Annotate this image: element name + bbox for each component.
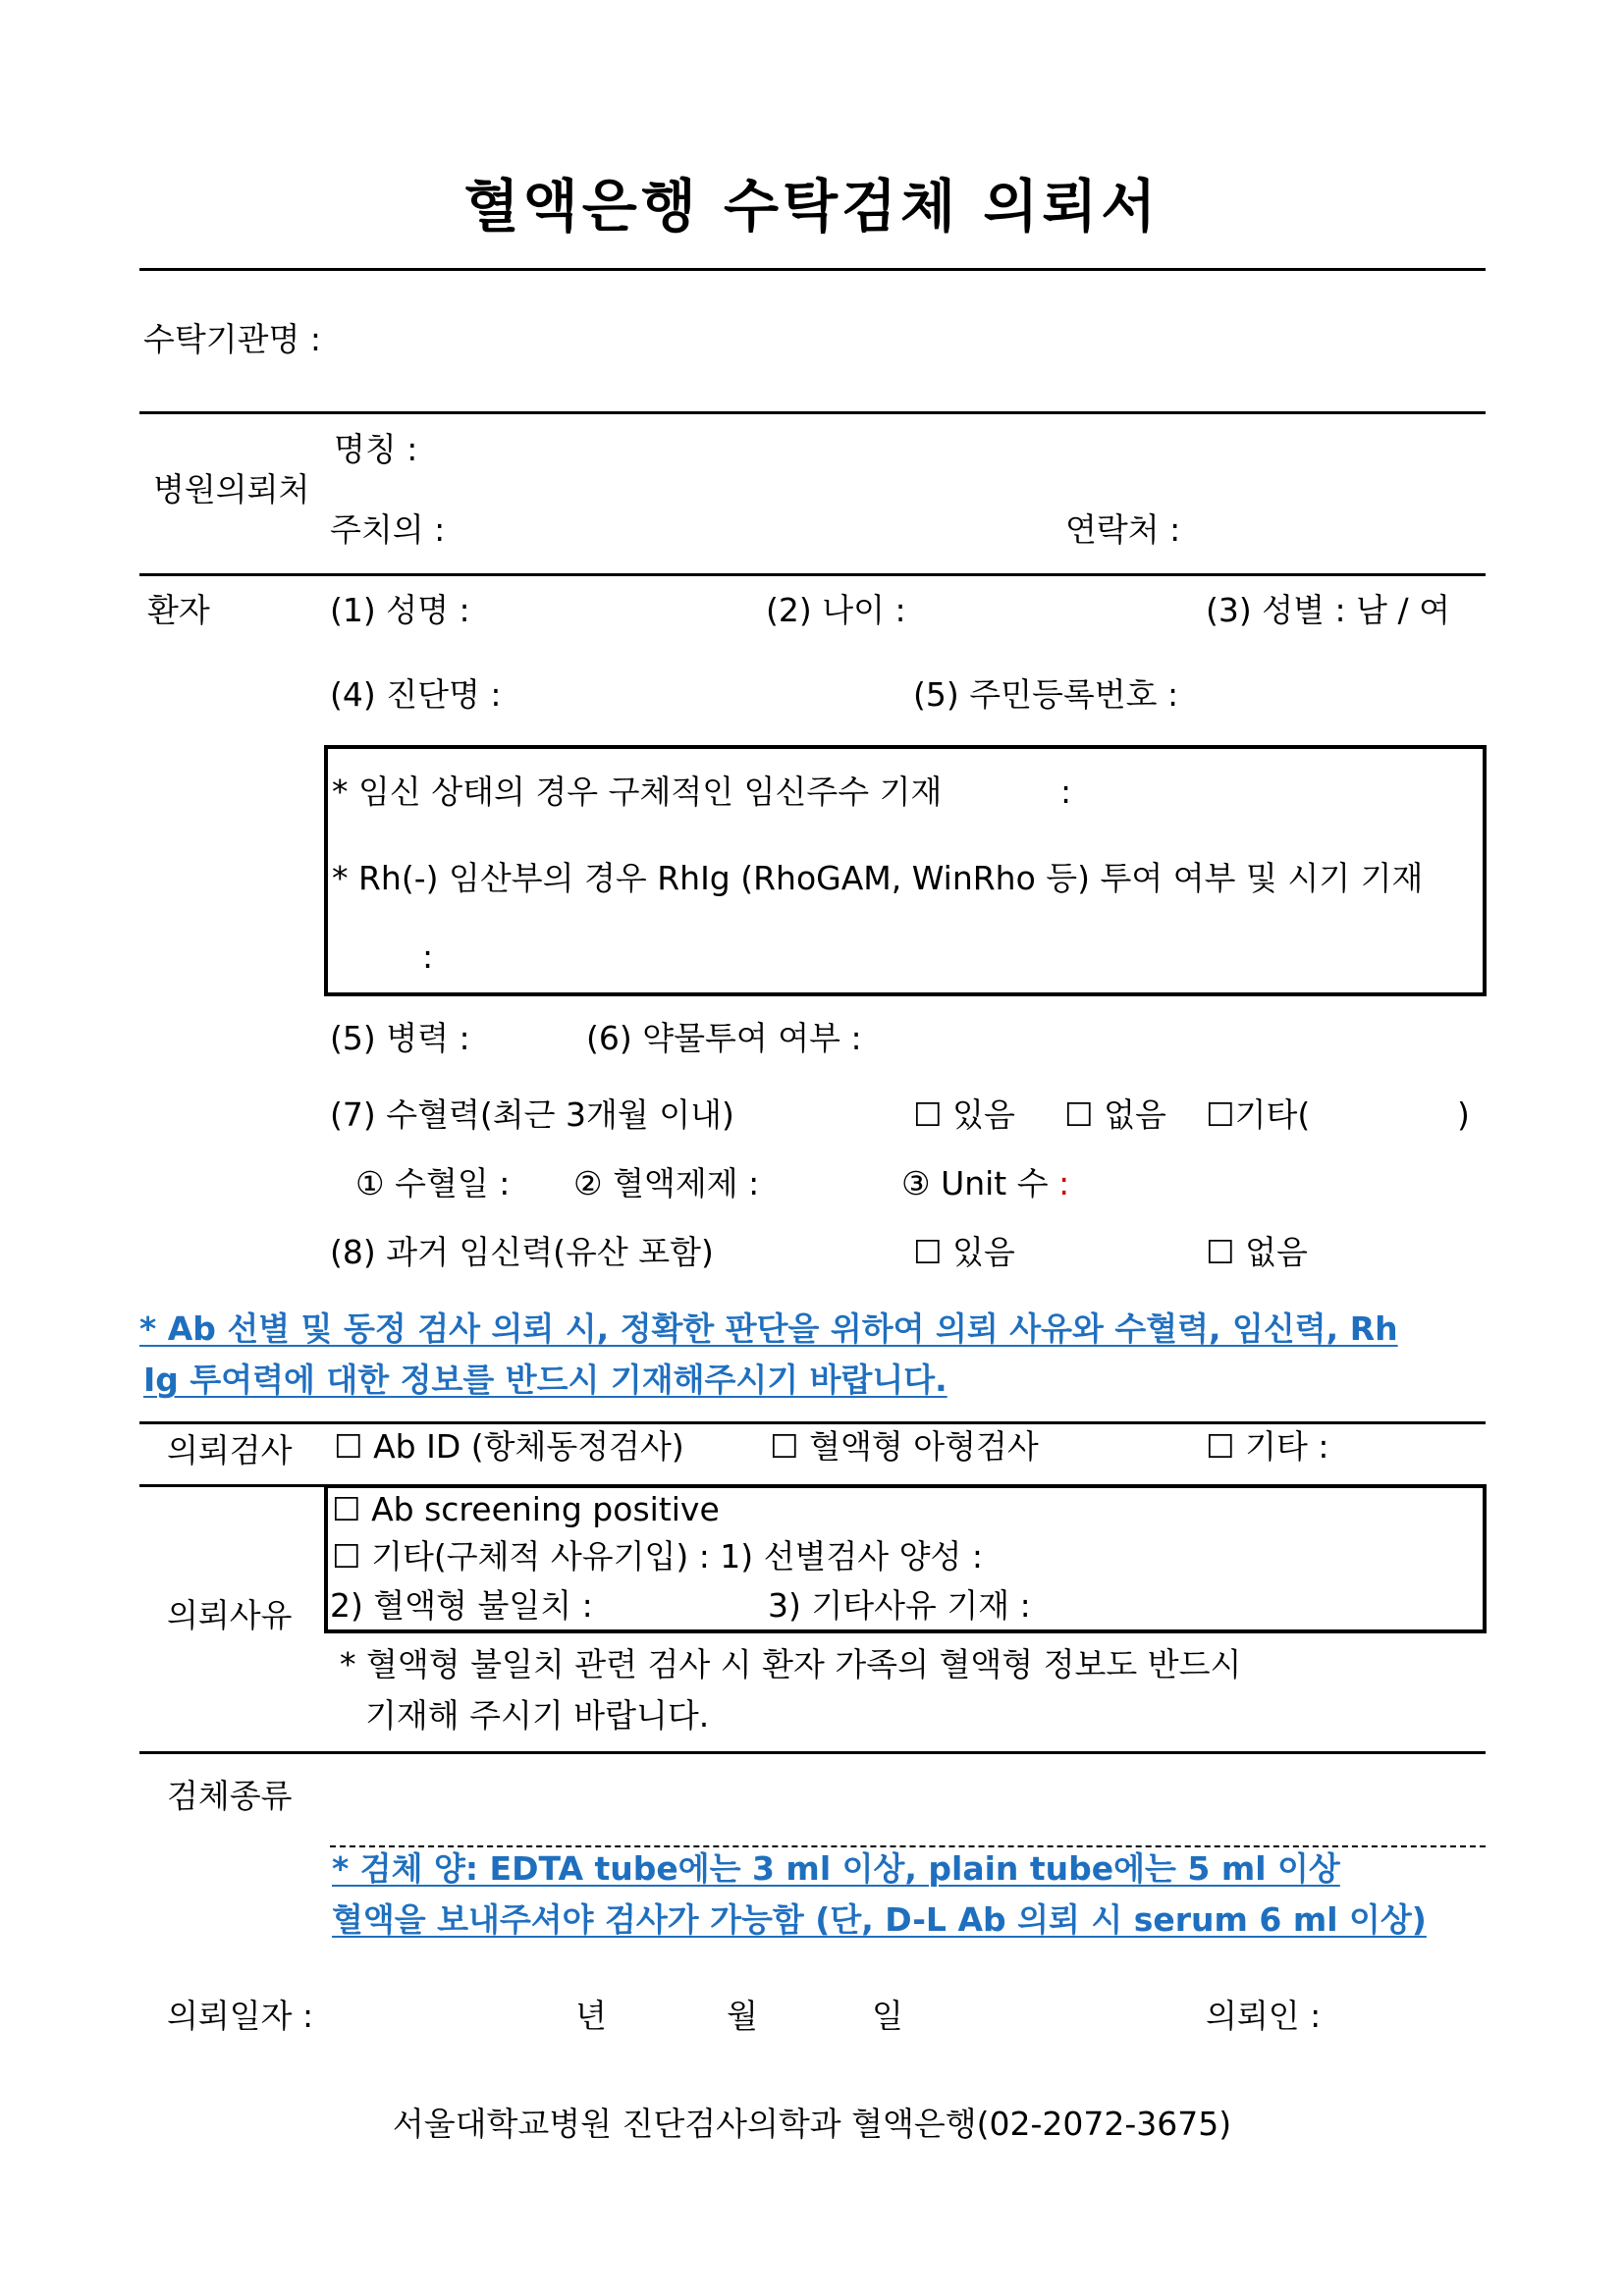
pregnancy-history-yes-checkbox[interactable]: ☐ 있음 [913, 1233, 1015, 1271]
unit-colon: : [1058, 1164, 1070, 1202]
institution-label: 수탁기관명 : [143, 320, 321, 358]
requester-label: 의뢰인 : [1206, 1997, 1322, 2035]
mismatch-note-line2: 기재해 주시기 바랍니다. [365, 1696, 710, 1735]
reason-other-checkbox[interactable]: ☐ 기타(구체적 사유기입) : 1) 선별검사 양성 : [332, 1537, 984, 1575]
drug-label: (6) 약물투여 여부 : [586, 1019, 862, 1057]
request-date-label: 의뢰일자 : [167, 1997, 314, 2035]
ab-id-checkbox[interactable]: ☐ Ab ID (항체동정검사) [334, 1427, 684, 1466]
transfusion-no-checkbox[interactable]: ☐ 없음 [1064, 1095, 1166, 1134]
divider [139, 1421, 1486, 1424]
hospital-name-label: 명칭 : [334, 430, 418, 468]
mismatch-label: 2) 혈액형 불일치 : [330, 1586, 593, 1625]
unit-label-text: ③ Unit 수 [901, 1164, 1049, 1202]
dashed-divider [330, 1845, 1486, 1847]
history-label: (5) 병력 : [330, 1019, 470, 1057]
other-reason-label: 3) 기타사유 기재 : [768, 1586, 1031, 1625]
unit-label [901, 1164, 1069, 1203]
divider [139, 411, 1486, 414]
day-label: 일 [872, 1997, 903, 2035]
blood-product-label: ② 혈액제제 : [573, 1164, 760, 1202]
specimen-label: 검체종류 [167, 1777, 293, 1815]
request-reason-label: 의뢰사유 [167, 1596, 293, 1634]
screening-positive-checkbox[interactable]: ☐ Ab screening positive [332, 1490, 720, 1528]
pregnancy-colon: : [1060, 773, 1072, 811]
specimen-notice-line1: * 검체 양: EDTA tube에는 3 ml 이상, plain tube에는 5 ml 이상 [332, 1849, 1340, 1888]
transfusion-other-checkbox[interactable]: ☐기타( [1206, 1095, 1311, 1134]
diagnosis-label: (4) 진단명 : [330, 675, 502, 714]
contact-label: 연락처 : [1065, 510, 1181, 549]
transfusion-label: (7) 수혈력(최근 3개월 이내) [330, 1095, 734, 1134]
rh-colon: : [422, 937, 434, 976]
specimen-notice-line2: 혈액을 보내주셔야 검사가 가능함 (단, D-L Ab 의뢰 시 serum 6 ml 이상) [332, 1900, 1427, 1939]
patient-age-label: (2) 나이 : [766, 591, 906, 629]
resident-id-label: (5) 주민등록번호 : [913, 675, 1179, 714]
year-label: 년 [575, 1997, 607, 2035]
transfusion-other-close: ) [1457, 1095, 1470, 1134]
subtype-checkbox[interactable]: ☐ 혈액형 아형검사 [770, 1427, 1039, 1466]
organization-footer: 서울대학교병원 진단검사의학과 혈액은행(02-2072-3675) [392, 2105, 1232, 2143]
pregnancy-history-label: (8) 과거 임신력(유산 포함) [330, 1233, 714, 1271]
pregnancy-history-no-checkbox[interactable]: ☐ 없음 [1206, 1233, 1308, 1271]
patient-sex-label: (3) 성별 : 남 / 여 [1206, 591, 1450, 629]
doctor-label: 주치의 : [330, 510, 446, 549]
rh-note: * Rh(-) 임산부의 경우 RhIg (RhoGAM, WinRho 등) 투여 여부 및 시기 기재 [332, 859, 1424, 897]
divider [139, 1751, 1486, 1754]
hospital-section-label: 병원의뢰처 [153, 470, 310, 508]
mismatch-note-line1: * 혈액형 불일치 관련 검사 시 환자 가족의 혈액형 정보도 반드시 [340, 1645, 1242, 1683]
transfusion-yes-checkbox[interactable]: ☐ 있음 [913, 1095, 1015, 1134]
transfusion-date-label: ① 수혈일 : [355, 1164, 511, 1202]
request-test-label: 의뢰검사 [167, 1431, 293, 1469]
patient-name-label: (1) 성명 : [330, 591, 470, 629]
page-title: 혈액은행 수탁검체 의뢰서 [463, 173, 1161, 240]
request-other-checkbox[interactable]: ☐ 기타 : [1206, 1427, 1329, 1466]
divider [139, 573, 1486, 576]
ab-notice-line1: * Ab 선별 및 동정 검사 의뢰 시, 정확한 판단을 위하여 의뢰 사유와 수혈력, 임신력, Rh [139, 1309, 1398, 1348]
month-label: 월 [727, 1997, 758, 2035]
divider [139, 268, 1486, 271]
pregnancy-note: * 임신 상태의 경우 구체적인 임신주수 기재 [332, 773, 943, 811]
patient-section-label: 환자 [147, 591, 210, 629]
ab-notice-line2: Ig 투여력에 대한 정보를 반드시 기재해주시기 바랍니다. [143, 1361, 947, 1399]
